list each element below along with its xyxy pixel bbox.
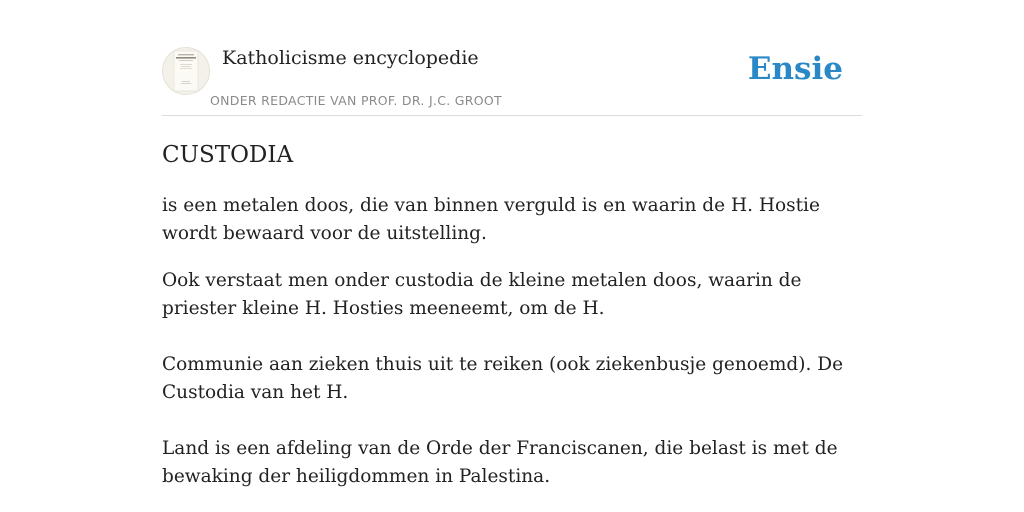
article-paragraph: Communie aan zieken thuis uit te reiken (ook ziekenbusje genoemd). De Custodia van het H. [162, 354, 844, 403]
editor-credit: ONDER REDACTIE VAN PROF. DR. J.C. GROOT [210, 93, 502, 108]
article-paragraph: Ook verstaat men onder custodia de kleine metalen doos, waarin de priester kleine H. Hosties meeneemt, om de H. [162, 270, 802, 319]
book-title[interactable]: Katholicisme encyclopedie [222, 47, 479, 69]
book-cover-thumbnail[interactable] [162, 47, 210, 95]
article-title: CUSTODIA [162, 142, 294, 168]
article-paragraph: Land is een afdeling van de Orde der Franciscanen, die belast is met de bewaking der heiligdommen in Palestina. [162, 438, 838, 487]
header [162, 0, 862, 116]
article-paragraph: is een metalen doos, die van binnen verguld is en waarin de H. Hostie wordt bewaard voor de uitstelling. [162, 195, 820, 244]
brand-logo[interactable]: Ensie [747, 51, 843, 87]
page [162, 0, 862, 487]
